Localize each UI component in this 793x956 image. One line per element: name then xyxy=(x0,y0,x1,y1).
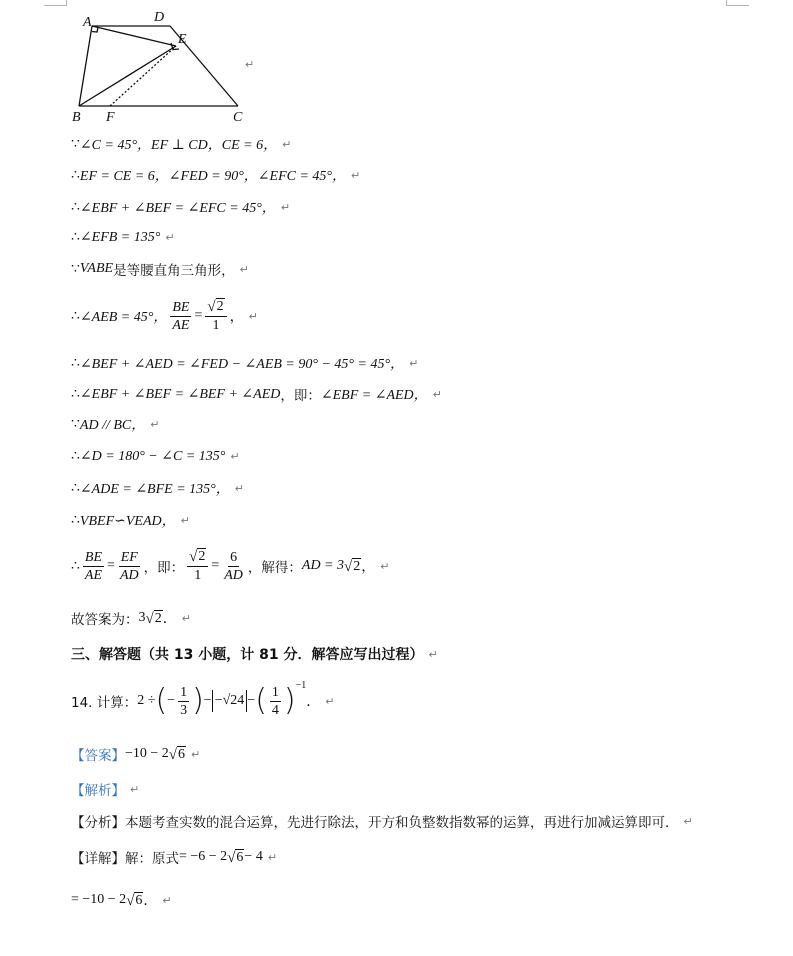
xiangjie-text: 解：原式 xyxy=(125,851,179,867)
numerator: 1 xyxy=(271,684,279,700)
segment-AB xyxy=(79,26,92,106)
sqrt: √ 2 xyxy=(207,299,224,315)
analysis-tag-line xyxy=(71,776,139,802)
math-text: AD = 3 xyxy=(301,558,345,573)
math-text: ∠ADE = ∠BFE = 135°， xyxy=(79,482,230,497)
radicand: 2 xyxy=(353,558,361,574)
fenxi-text: 本题考查实数的混合运算，先进行除法，开方和负整数指数幂的运算，再进行加减运算即可． xyxy=(125,815,679,831)
fraction-6-AD xyxy=(222,549,245,584)
fraction-1-3 xyxy=(178,684,189,719)
math-text: ∠EFB = 135° xyxy=(79,229,161,245)
proof-line-11 xyxy=(71,475,244,501)
return-mark: ↵ xyxy=(432,387,442,401)
math-text: VBEF∽VEAD， xyxy=(79,514,176,529)
numerator: BE xyxy=(172,299,190,315)
sqrt: √ 2 xyxy=(145,610,162,627)
fenxi-tag: 【分析】 xyxy=(71,815,125,831)
trapezoid-figure xyxy=(68,6,258,124)
return-mark: ↵ xyxy=(150,417,160,431)
because-symbol: ∵ xyxy=(71,416,80,432)
answer-line xyxy=(71,741,200,767)
radicand: 6 xyxy=(236,849,244,865)
fraction-sqrt2-1 xyxy=(205,298,226,334)
punctuation: ． xyxy=(306,695,321,710)
proof-line-9 xyxy=(71,411,159,437)
radicand: 2 xyxy=(216,299,224,314)
section-heading xyxy=(71,641,438,667)
therefore-symbol: ∴ xyxy=(71,512,80,528)
radicand: 2 xyxy=(198,549,206,564)
proof-line-8 xyxy=(71,381,442,407)
therefore-symbol: ∴ xyxy=(71,229,80,245)
denominator: AD xyxy=(224,567,243,583)
exponent: −1 xyxy=(295,680,307,691)
therefore-symbol: ∴ xyxy=(71,480,80,496)
answer-summary-line xyxy=(71,605,191,631)
return-mark: ↵ xyxy=(325,694,335,708)
segment-EF xyxy=(110,46,176,106)
return-mark: ↵ xyxy=(282,137,292,151)
punctuation: ， xyxy=(361,560,376,575)
denominator: 1 xyxy=(212,318,220,333)
punctuation: ． xyxy=(143,894,158,909)
label-B: B xyxy=(72,110,81,124)
return-mark: ↵ xyxy=(230,449,240,463)
math-text: EF = CE = 6，∠FED = 90°，∠EFC = 45°， xyxy=(79,169,347,184)
segment-AE xyxy=(92,26,176,46)
math-text: −10 − 2 xyxy=(125,746,169,761)
math-text: ∠BEF + ∠AED = ∠FED − ∠AEB = 90° − 45° = 45°， xyxy=(79,357,405,372)
proof-line-2 xyxy=(71,162,360,188)
chinese-text: ，即： xyxy=(143,560,185,576)
return-mark: ↵ xyxy=(428,647,438,661)
proof-line-5 xyxy=(71,256,249,282)
return-mark: ↵ xyxy=(409,356,419,370)
answer-tag: 【答案】 xyxy=(71,748,125,764)
sqrt: √ 2 xyxy=(344,558,361,575)
fraction-1-4 xyxy=(270,684,281,719)
fraction-BE-AE xyxy=(170,299,191,334)
denominator: 3 xyxy=(180,702,188,718)
proof-line-4 xyxy=(71,224,175,250)
label-E: E xyxy=(178,32,187,47)
therefore-symbol: ∴ xyxy=(71,199,80,215)
because-symbol: ∵ xyxy=(71,261,80,277)
therefore-symbol: ∴ xyxy=(71,558,80,574)
return-mark: ↵ xyxy=(280,200,291,214)
proof-line-6 xyxy=(71,296,258,336)
math-text: ∠D = 180° − ∠C = 135° xyxy=(79,448,226,464)
radicand: 2 xyxy=(154,610,162,626)
question-14: 14. 计算： 2 ÷ ( − $\frac{1}{3}$ ) − −√24 − ( $\frac{1}{4}$ ) $^{-1}$ ． ↵ xyxy=(71,680,335,718)
answer-value: 3 xyxy=(138,610,146,625)
page-corner-left xyxy=(44,0,67,6)
math-text: ∠EBF + ∠BEF = ∠BEF + ∠AED xyxy=(79,386,281,402)
return-mark: ↵ xyxy=(162,893,172,907)
return-mark: ↵ xyxy=(267,850,278,864)
label-F: F xyxy=(106,110,115,124)
proof-line-3 xyxy=(71,194,290,220)
sqrt: √ 6 xyxy=(126,892,143,909)
sqrt: √ 6 xyxy=(168,746,186,763)
return-mark: ↵ xyxy=(130,782,140,796)
final-line xyxy=(71,887,172,913)
answer-label: 故答案为： xyxy=(71,612,139,628)
chinese-text: 是等腰直角三角形， xyxy=(113,263,235,279)
math-text: − 4 xyxy=(244,849,263,864)
xiangjie-line xyxy=(71,844,277,870)
therefore-symbol: ∴ xyxy=(71,355,80,371)
math-text: ∠EBF = ∠AED， xyxy=(320,388,428,403)
denominator: 4 xyxy=(271,702,279,718)
numerator: 6 xyxy=(230,549,238,565)
page-corner-right xyxy=(726,0,749,6)
math-text: = −6 − 2 xyxy=(179,849,228,864)
denominator: AD xyxy=(119,567,139,583)
punctuation: ， xyxy=(229,310,244,325)
label-C: C xyxy=(233,110,243,124)
fenxi-line xyxy=(71,808,693,834)
return-mark: ↵ xyxy=(380,559,390,573)
absolute-value: −√24 xyxy=(212,690,248,712)
return-mark: ↵ xyxy=(245,58,255,71)
numerator: BE xyxy=(84,549,103,565)
therefore-symbol: ∴ xyxy=(71,167,80,183)
equals-sign: = xyxy=(194,308,203,323)
math-text: AD // BC， xyxy=(79,418,146,433)
return-mark: ↵ xyxy=(191,747,201,761)
chinese-text: ，即： xyxy=(280,388,321,404)
fraction-EF-AD xyxy=(118,549,141,584)
therefore-symbol: ∴ xyxy=(71,308,80,324)
label-D: D xyxy=(154,10,165,25)
fraction-BE-AE xyxy=(83,549,104,584)
math-text: ∠EBF + ∠BEF = ∠EFC = 45°， xyxy=(79,201,276,216)
sqrt: √ 6 xyxy=(227,849,244,866)
xiangjie-tag: 【详解】 xyxy=(71,851,125,867)
math-text: ∠C = 45°，EF ⊥ CD，CE = 6， xyxy=(79,138,278,153)
radicand: 6 xyxy=(178,746,186,762)
proof-line-10 xyxy=(71,443,240,469)
because-symbol: ∵ xyxy=(71,136,80,152)
minus-sign: − xyxy=(167,693,176,708)
proof-line-7 xyxy=(71,350,418,376)
return-mark: ↵ xyxy=(683,814,693,828)
proof-line-12 xyxy=(71,507,190,533)
fraction-sqrt2-1: √ 2 1 xyxy=(187,548,208,584)
denominator: AE xyxy=(84,567,103,583)
math-text: VABE xyxy=(79,261,114,276)
denominator: 1 xyxy=(194,568,202,583)
radicand: 6 xyxy=(135,892,143,908)
label-A: A xyxy=(83,15,92,30)
numerator: EF xyxy=(120,549,138,565)
therefore-symbol: ∴ xyxy=(71,386,80,402)
return-mark: ↵ xyxy=(234,481,244,495)
return-mark: ↵ xyxy=(181,611,191,625)
question-label: 14. 计算： xyxy=(71,695,138,711)
return-mark: ↵ xyxy=(248,309,258,323)
math-text: 2 ÷ xyxy=(137,693,156,708)
return-mark: ↵ xyxy=(351,168,361,182)
return-mark: ↵ xyxy=(180,513,190,527)
return-mark: ↵ xyxy=(165,230,175,244)
numerator: 1 xyxy=(180,684,188,700)
analysis-tag: 【解析】 xyxy=(71,783,125,799)
math-text: ∠AEB = 45°， xyxy=(79,310,168,325)
section-title: 三、解答题（共 13 小题，计 81 分．解答应写出过程） xyxy=(71,647,424,663)
math-text: = −10 − 2 xyxy=(71,892,127,907)
proof-line-1 xyxy=(71,131,291,157)
punctuation: ． xyxy=(162,612,177,627)
denominator: AE xyxy=(172,317,190,333)
therefore-symbol: ∴ xyxy=(71,448,80,464)
return-mark: ↵ xyxy=(239,262,249,276)
proof-line-13: ∴ $\frac{BE}{AE}$ = $\frac{EF}{AD}$ ，即： √ 2 1 = $\frac{6}{AD}$ ，解得： AD = 3 √ 2 ， ↵ xyxy=(71,549,390,583)
chinese-text: ，解得： xyxy=(247,560,302,576)
segment-BE xyxy=(79,46,176,106)
